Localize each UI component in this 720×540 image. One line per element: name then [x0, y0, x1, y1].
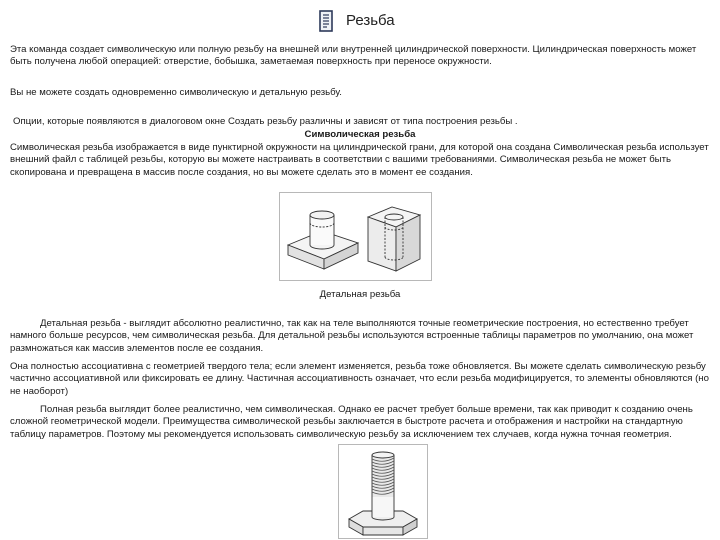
- detailed-thread-figure: [338, 444, 428, 539]
- page-title: Резьба: [346, 12, 395, 29]
- note-paragraph: Вы не можете создать одновременно символическую и детальную резьбу.: [10, 87, 342, 98]
- symbolic-thread-figure: [279, 192, 432, 281]
- detailed-paragraph-3: Полная резьба выглядит более реалистично, чем символическая. Однако ее расчет требует больше времени, так как приводит к созданию очень сложной геометрической модели. Преимущества символической резьбы заключается в быстроте расчета и отображения и настройки на стандартную таблицу параметров. Поэтому мы рекомендуется использовать символическую резьбу за исключением тех случаев, когда нужна точная геометрия.: [10, 404, 693, 440]
- document-icon: [316, 10, 336, 32]
- detailed-heading: Детальная резьба: [319, 289, 401, 300]
- detailed-paragraph-1: Детальная резьба - выглядит абсолютно реалистично, так как на теле выполняются точные геометрические построения, но естественно требует намного больше ресурсов, чем символическая резьба. Для детальной резьбы используются встроенные таблицы параметров по умолчанию, она может размножаться как массив элементов после ее создания.: [10, 318, 694, 354]
- detailed-paragraph-2: Она полностью ассоциативна с геометрией твердого тела; если элемент изменяется, резьба тоже обновляется. Вы можете сделать символическую резьбу частично ассоциативной или фиксировать ее длину. Частичная ассоциативность означает, что если резьба модифицируется, то элементы обновляются (но не наоборот): [10, 361, 709, 397]
- symbolic-paragraph: Символическая резьба изображается в виде пунктирной окружности на цилиндрической грани, для которой она создана Символическая резьба использует внешний файл с таблицей резьбы, которую вы можете настраивать в соответствии с вашими требованиями. Символическая резьба не может быть скопирована и превращена в массив после создания, но вы можете сделать это в момент ее создания.: [10, 142, 709, 178]
- header: [0, 8, 720, 34]
- options-paragraph: Опции, которые появляются в диалоговом окне Создать резьбу различны и зависят от типа построения резьбы .: [13, 116, 518, 127]
- symbolic-heading: Символическая резьба: [304, 129, 416, 140]
- intro-paragraph: Эта команда создает символическую или полную резьбу на внешней или внутренней цилиндрической поверхности. Цилиндрическая поверхность может быть получена любой операцией: отверстие, бобышка, заметаемая поверхность при переносе окружности.: [10, 44, 697, 68]
